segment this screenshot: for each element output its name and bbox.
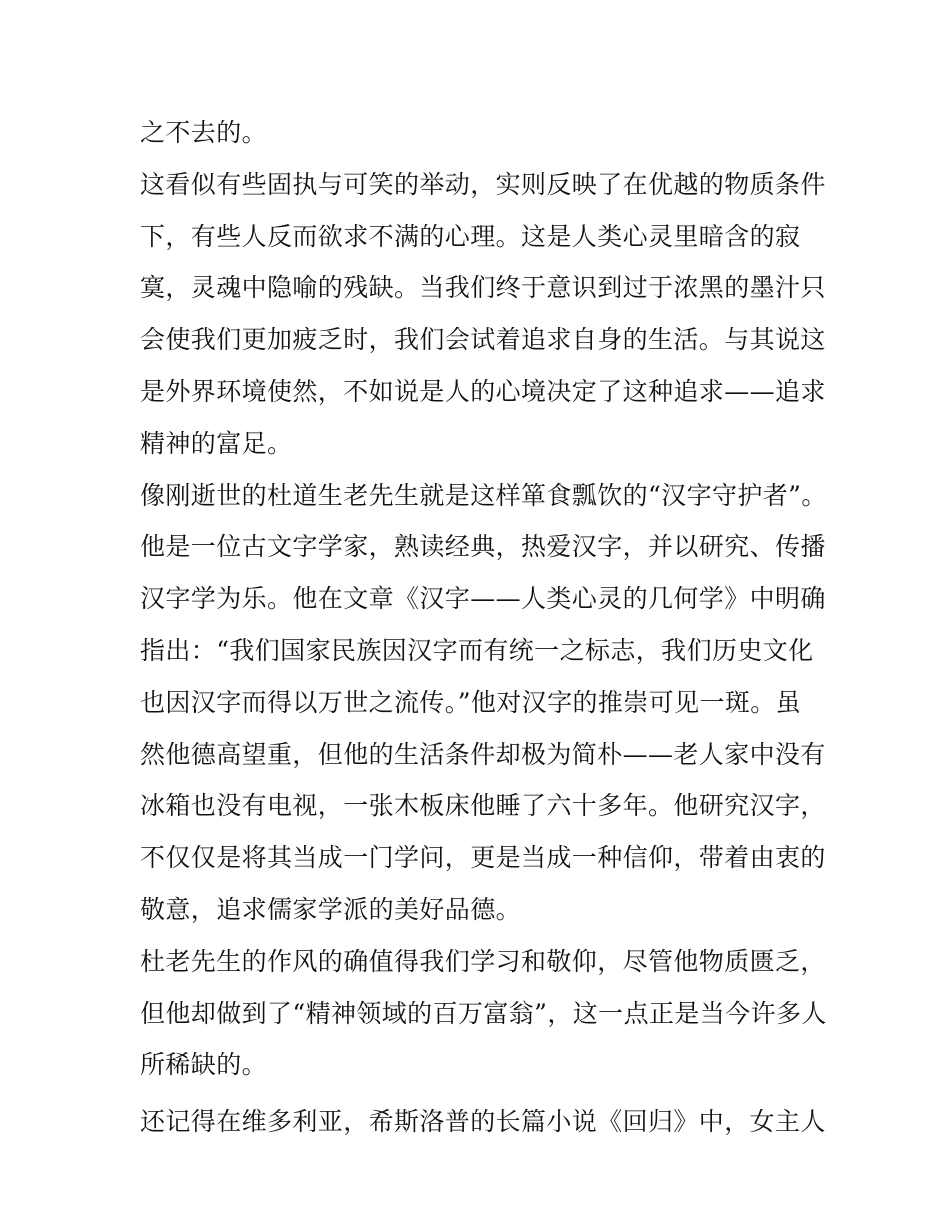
text-line: 不仅仅是将其当成一门学问，更是当成一种信仰，带着由衷的: [140, 843, 826, 873]
text-line: 指出：“我们国家民族因汉字而有统一之标志，我们历史文化: [140, 635, 814, 665]
text-line: 冰箱也没有电视，一张木板床他睡了六十多年。他研究汉字，: [140, 791, 826, 821]
text-line: 会使我们更加疲乏时，我们会试着追求自身的生活。与其说这: [140, 325, 826, 355]
text-line: 也因汉字而得以万世之流传。”他对汉字的推崇可见一斑。虽: [140, 687, 802, 717]
text-line: 所稀缺的。: [140, 1050, 268, 1080]
text-line: 敬意，追求儒家学派的美好品德。: [140, 894, 522, 924]
text-line: 寞，灵魂中隐喻的残缺。当我们终于意识到过于浓黑的墨汁只: [140, 273, 826, 303]
text-line: 之不去的。: [140, 118, 268, 147]
text-line: 这看似有些固执与可笑的举动，实则反映了在优越的物质条件: [140, 169, 826, 199]
text-line: 他是一位古文字学家，熟读经典，热爱汉字，并以研究、传播: [140, 532, 826, 562]
text-line: 精神的富足。: [140, 428, 293, 458]
text-line: 是外界环境使然，不如说是人的心境决定了这种追求——追求: [140, 376, 826, 406]
text-line: 杜老先生的作风的确值得我们学习和敬仰，尽管他物质匮乏，: [140, 946, 826, 976]
text-line: 下，有些人反而欲求不满的心理。这是人类心灵里暗含的寂: [140, 221, 801, 251]
text-line: 还记得在维多利亚，希斯洛普的长篇小说《回归》中，女主人: [140, 1107, 826, 1137]
document-body: [140, 107, 827, 1148]
text-line: 然他德高望重，但他的生活条件却极为简朴——老人家中没有: [140, 739, 826, 769]
text-line: 像刚逝世的杜道生老先生就是这样箪食瓢饮的“汉字守护者”。: [140, 480, 827, 510]
text-line: 汉字学为乐。他在文章《汉字——人类心灵的几何学》中明确: [140, 584, 826, 614]
text-line: 但他却做到了“精神领域的百万富翁”，这一点正是当今许多人: [140, 998, 827, 1028]
